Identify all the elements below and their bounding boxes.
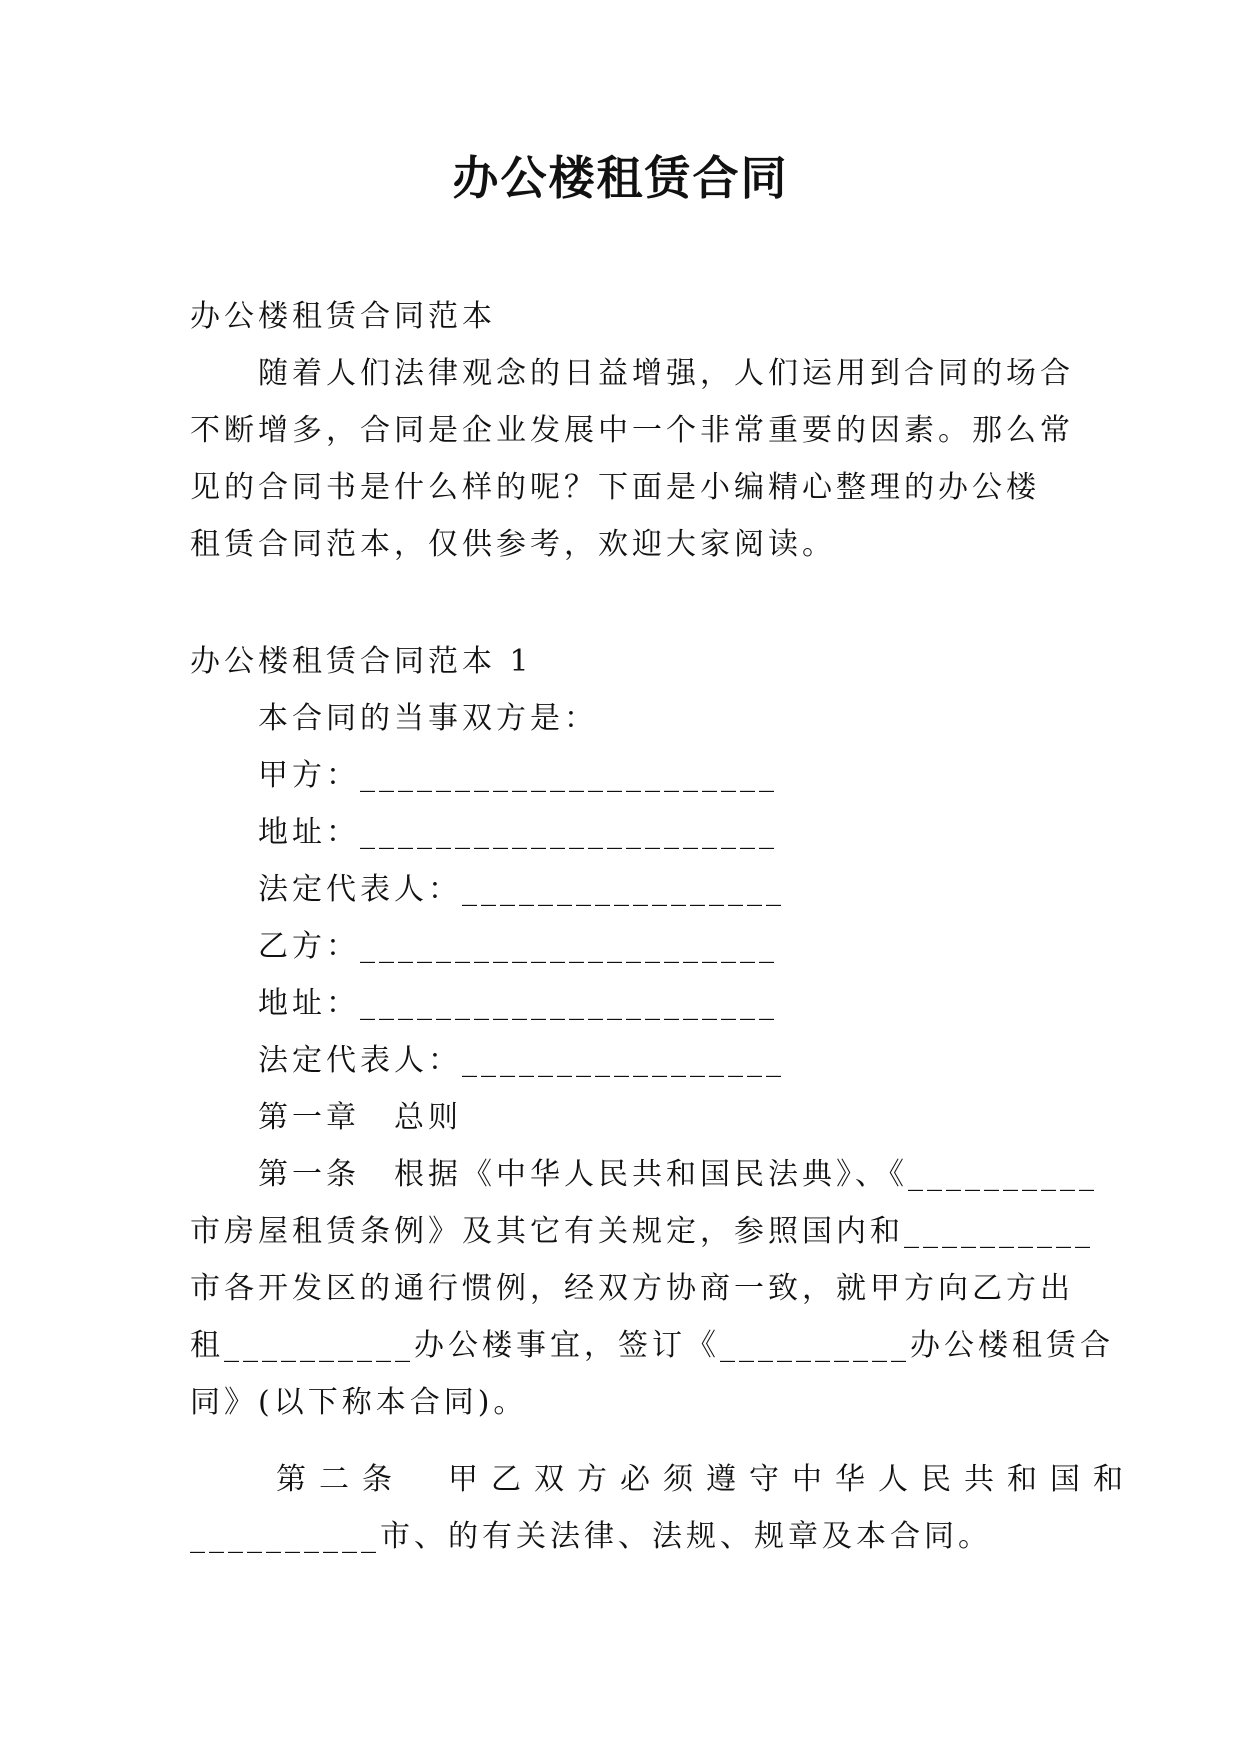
section-heading: 办公楼租赁合同范本	[190, 299, 496, 334]
party-a-address-field: 地址：______________________	[190, 815, 778, 850]
chapter-heading: 第一章 总则	[190, 1100, 462, 1135]
article-one-line: 同》(以下称本合同)。	[190, 1385, 528, 1420]
intro-paragraph-line: 见的合同书是什么样的呢？下面是小编精心整理的办公楼	[190, 470, 1040, 505]
article-two-line: 第二条 甲乙双方必须遵守中华人民共和国和	[190, 1462, 1136, 1497]
intro-paragraph-line: 租赁合同范本，仅供参考，欢迎大家阅读。	[190, 527, 836, 562]
intro-paragraph-line: 不断增多，合同是企业发展中一个非常重要的因素。那么常	[190, 413, 1074, 448]
article-one-line: 市房屋租赁条例》及其它有关规定，参照国内和__________	[190, 1214, 1094, 1249]
party-b-field: 乙方：______________________	[190, 929, 778, 964]
sample-heading: 办公楼租赁合同范本 1	[190, 644, 533, 679]
article-two-line: __________市、的有关法律、法规、规章及本合同。	[190, 1519, 992, 1554]
party-b-representative-field: 法定代表人：_________________	[190, 1043, 785, 1078]
party-a-field: 甲方：______________________	[190, 758, 778, 793]
intro-paragraph-line: 随着人们法律观念的日益增强，人们运用到合同的场合	[190, 356, 1074, 391]
article-one-line: 市各开发区的通行惯例，经双方协商一致，就甲方向乙方出	[190, 1271, 1074, 1306]
article-one-line: 租__________办公楼事宜，签订《__________办公楼租赁合	[190, 1328, 1114, 1363]
parties-intro: 本合同的当事双方是：	[190, 701, 598, 736]
document-title: 办公楼租赁合同	[452, 151, 789, 205]
article-one-line: 第一条 根据《中华人民共和国民法典》、《__________	[190, 1157, 1098, 1192]
party-a-representative-field: 法定代表人：_________________	[190, 872, 785, 907]
party-b-address-field: 地址：______________________	[190, 986, 778, 1021]
